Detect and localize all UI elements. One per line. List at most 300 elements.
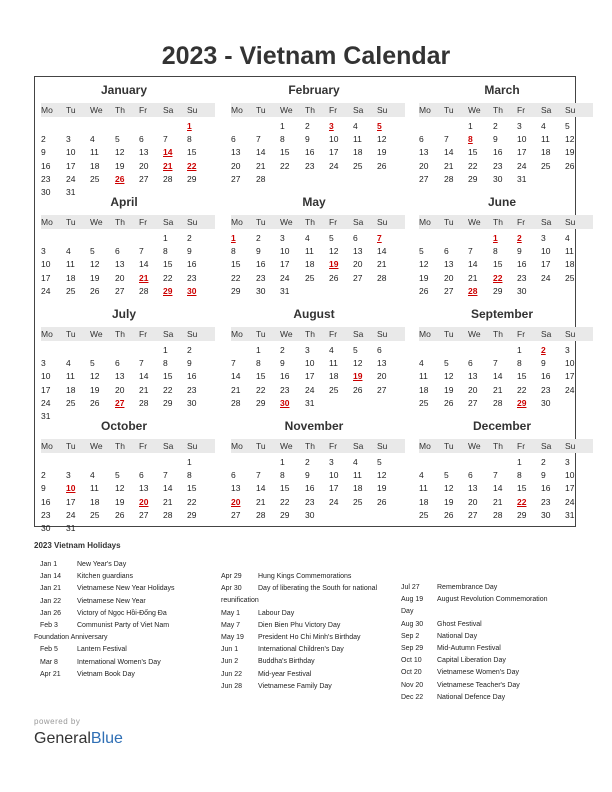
day-cell: 9 xyxy=(41,147,46,158)
weekday-label: Sa xyxy=(353,441,364,451)
day-cell: 22 xyxy=(163,272,173,283)
day-cell: 21 xyxy=(256,160,266,171)
day-cell: 13 xyxy=(353,246,363,257)
day-cell: 6 xyxy=(419,134,424,145)
day-cell: 9 xyxy=(187,358,192,369)
month-name: July xyxy=(111,307,136,321)
day-cell: 21 xyxy=(493,384,503,395)
day-cell: 17 xyxy=(66,160,76,171)
day-cell: 8 xyxy=(280,470,285,481)
weekday-header xyxy=(419,215,593,229)
weekday-header xyxy=(41,327,215,341)
holiday-name: Hung Kings Commemorations xyxy=(258,573,352,580)
day-cell: 25 xyxy=(305,272,315,283)
holiday-name: Lantern Festival xyxy=(77,646,127,654)
holiday-date: Jan 26 xyxy=(40,609,62,617)
holiday-name: Vietnamese New Year xyxy=(77,597,146,605)
day-cell: 17 xyxy=(565,483,575,494)
day-cell: 8 xyxy=(163,246,168,257)
weekday-label: Tu xyxy=(256,105,266,115)
weekday-label: Mo xyxy=(41,441,53,451)
day-cell: 1 xyxy=(280,457,285,467)
day-cell: 13 xyxy=(377,358,387,369)
day-cell: 28 xyxy=(493,509,503,520)
day-cell: 24 xyxy=(280,272,290,283)
day-cell: 19 xyxy=(115,160,125,171)
holiday-day-cell: 1 xyxy=(493,233,498,243)
weekday-label: We xyxy=(280,217,293,227)
day-cell: 28 xyxy=(493,397,503,408)
calendar-grid xyxy=(34,76,576,533)
weekday-label: Tu xyxy=(256,441,266,451)
day-cell: 11 xyxy=(66,259,75,270)
holiday-day-cell: 30 xyxy=(187,285,197,296)
day-cell: 28 xyxy=(377,272,387,283)
day-cell: 15 xyxy=(231,259,241,270)
day-cell: 12 xyxy=(419,259,429,270)
holiday-date: Jul 27 xyxy=(401,584,420,591)
day-cell: 15 xyxy=(280,147,290,158)
day-cell: 28 xyxy=(139,285,149,296)
day-cell: 23 xyxy=(541,384,551,395)
weekday-label: Sa xyxy=(541,217,552,227)
day-cell: 10 xyxy=(329,134,339,145)
day-cell: 28 xyxy=(163,509,173,520)
day-cell: 12 xyxy=(115,483,125,494)
weekday-label: Tu xyxy=(256,329,266,339)
month-name: February xyxy=(288,83,340,97)
weekday-label: Mo xyxy=(41,105,53,115)
day-cell: 22 xyxy=(280,160,290,171)
day-cell: 25 xyxy=(90,173,100,184)
day-cell: 16 xyxy=(305,147,315,158)
day-cell: 3 xyxy=(565,345,570,355)
weekday-label: Su xyxy=(565,105,576,115)
day-cell: 15 xyxy=(163,371,173,382)
day-cell: 19 xyxy=(115,496,125,507)
weekday-header xyxy=(419,439,593,453)
holiday-name: Remembrance Day xyxy=(437,584,498,591)
day-cell: 21 xyxy=(468,272,478,283)
holiday-name: International Children's Day xyxy=(258,646,344,654)
weekday-header xyxy=(41,103,215,117)
day-cell: 29 xyxy=(256,397,266,408)
day-cell: 10 xyxy=(41,259,51,270)
day-cell: 25 xyxy=(565,272,575,283)
day-cell: 15 xyxy=(468,147,478,158)
weekday-label: Su xyxy=(565,329,576,339)
day-cell: 18 xyxy=(66,384,76,395)
day-cell: 3 xyxy=(280,233,285,243)
day-cell: 10 xyxy=(541,246,551,257)
day-cell: 4 xyxy=(565,233,570,243)
weekday-label: Su xyxy=(377,441,388,451)
day-cell: 12 xyxy=(444,371,454,382)
day-cell: 17 xyxy=(329,147,339,158)
holiday-name-continued: reunification xyxy=(221,597,259,605)
weekday-label: We xyxy=(468,441,481,451)
weekday-label: Tu xyxy=(66,217,76,227)
day-cell: 25 xyxy=(90,509,100,520)
day-cell: 21 xyxy=(231,384,241,395)
day-cell: 4 xyxy=(353,121,358,131)
holiday-name: New Year's Day xyxy=(77,561,127,568)
holiday-name-continued: Foundation Anniversary xyxy=(34,634,108,642)
day-cell: 5 xyxy=(565,121,570,131)
weekday-label: Tu xyxy=(444,441,454,451)
holiday-date: Sep 2 xyxy=(401,632,420,640)
holiday-day-cell: 2 xyxy=(517,233,522,243)
day-cell: 8 xyxy=(280,134,285,145)
holiday-day-cell: 27 xyxy=(115,397,125,408)
day-cell: 18 xyxy=(565,259,575,270)
day-cell: 8 xyxy=(517,470,522,481)
day-cell: 6 xyxy=(353,233,358,243)
day-cell: 7 xyxy=(493,358,498,369)
day-cell: 5 xyxy=(377,457,382,467)
holiday-day-cell: 19 xyxy=(353,371,363,382)
holiday-name: Capital Liberation Day xyxy=(437,657,506,665)
weekday-label: Sa xyxy=(353,217,364,227)
day-cell: 26 xyxy=(444,397,454,408)
day-cell: 25 xyxy=(419,397,429,408)
day-cell: 13 xyxy=(468,483,478,494)
day-cell: 8 xyxy=(517,358,522,369)
day-cell: 13 xyxy=(139,483,149,494)
weekday-label: Fr xyxy=(517,217,526,227)
holiday-date: Jun 2 xyxy=(221,658,239,666)
holiday-name: President Ho Chi Minh's Birthday xyxy=(258,633,361,641)
day-cell: 15 xyxy=(517,483,527,494)
day-cell: 1 xyxy=(468,121,473,131)
weekday-label: Fr xyxy=(517,441,526,451)
day-cell: 11 xyxy=(329,358,338,369)
day-cell: 10 xyxy=(517,134,527,145)
holiday-date: Apr 29 xyxy=(221,573,242,580)
day-cell: 26 xyxy=(90,285,100,296)
holiday-day-cell: 29 xyxy=(517,397,527,408)
day-cell: 7 xyxy=(139,246,144,257)
day-cell: 30 xyxy=(41,187,51,197)
holiday-day-cell: 7 xyxy=(377,233,382,243)
day-cell: 25 xyxy=(353,160,363,171)
holiday-day-cell: 26 xyxy=(115,173,125,184)
day-cell: 19 xyxy=(90,384,100,395)
day-cell: 27 xyxy=(139,509,149,520)
day-cell: 21 xyxy=(256,496,266,507)
day-cell: 18 xyxy=(419,384,429,395)
day-cell: 29 xyxy=(163,397,173,408)
day-cell: 23 xyxy=(280,384,290,395)
day-cell: 13 xyxy=(231,147,241,158)
day-cell: 25 xyxy=(541,160,551,171)
day-cell: 12 xyxy=(329,246,339,257)
holiday-date: Aug 19 xyxy=(401,596,424,604)
day-cell: 10 xyxy=(565,358,575,369)
weekday-label: Mo xyxy=(41,329,53,339)
day-cell: 23 xyxy=(493,160,503,171)
month-name: June xyxy=(487,195,516,209)
day-cell: 2 xyxy=(305,457,310,467)
day-cell: 14 xyxy=(256,147,266,158)
day-cell: 15 xyxy=(163,259,173,270)
weekday-label: We xyxy=(280,441,293,451)
day-cell: 23 xyxy=(517,272,527,283)
day-cell: 13 xyxy=(468,371,478,382)
day-cell: 18 xyxy=(419,496,429,507)
holiday-day-cell: 2 xyxy=(541,345,546,355)
day-cell: 5 xyxy=(329,233,334,243)
day-cell: 15 xyxy=(187,147,197,158)
day-cell: 18 xyxy=(353,147,363,158)
holiday-date: Feb 5 xyxy=(40,646,58,654)
weekday-label: Su xyxy=(565,441,576,451)
holiday-date: Sep 29 xyxy=(401,644,424,652)
day-cell: 13 xyxy=(139,147,149,158)
day-cell: 2 xyxy=(541,457,546,467)
holiday-name: Day of liberating the South for national xyxy=(258,585,378,593)
day-cell: 22 xyxy=(256,384,266,395)
day-cell: 21 xyxy=(139,384,149,395)
weekday-header xyxy=(231,439,405,453)
weekday-label: Th xyxy=(493,217,503,227)
day-cell: 2 xyxy=(493,121,498,131)
day-cell: 21 xyxy=(377,259,387,270)
day-cell: 7 xyxy=(163,134,168,145)
weekday-label: Fr xyxy=(139,441,148,451)
holiday-date: Jun 1 xyxy=(221,646,239,654)
day-cell: 18 xyxy=(329,371,339,382)
holiday-date: May 19 xyxy=(221,633,244,641)
day-cell: 12 xyxy=(353,358,363,369)
day-cell: 11 xyxy=(541,134,550,145)
weekday-label: Tu xyxy=(256,217,266,227)
day-cell: 18 xyxy=(541,147,551,158)
holiday-date: Oct 20 xyxy=(401,669,422,677)
day-cell: 23 xyxy=(41,509,51,520)
holiday-date: Jan 22 xyxy=(40,597,62,605)
day-cell: 14 xyxy=(377,246,387,257)
day-cell: 29 xyxy=(231,285,241,296)
holiday-date: May 7 xyxy=(221,621,241,629)
day-cell: 13 xyxy=(115,371,125,382)
day-cell: 30 xyxy=(541,397,551,408)
day-cell: 14 xyxy=(139,259,149,270)
day-cell: 29 xyxy=(493,285,503,296)
weekday-label: Su xyxy=(187,217,198,227)
day-cell: 14 xyxy=(231,371,241,382)
day-cell: 6 xyxy=(115,246,120,257)
day-cell: 16 xyxy=(41,160,51,171)
weekday-label: Su xyxy=(565,217,576,227)
day-cell: 2 xyxy=(256,233,261,243)
day-cell: 25 xyxy=(66,397,76,408)
weekday-label: We xyxy=(90,105,103,115)
day-cell: 24 xyxy=(517,160,527,171)
day-cell: 11 xyxy=(565,246,574,257)
day-cell: 7 xyxy=(468,246,473,257)
day-cell: 12 xyxy=(565,134,575,145)
weekday-label: Mo xyxy=(231,105,243,115)
weekday-header xyxy=(419,103,593,117)
day-cell: 21 xyxy=(493,496,503,507)
day-cell: 3 xyxy=(329,457,334,467)
day-cell: 23 xyxy=(541,496,551,507)
weekday-label: Sa xyxy=(541,105,552,115)
day-cell: 16 xyxy=(41,496,51,507)
weekday-label: Su xyxy=(377,105,388,115)
weekday-label: Mo xyxy=(41,217,53,227)
holiday-day-cell: 30 xyxy=(280,397,290,408)
day-cell: 20 xyxy=(231,160,241,171)
day-cell: 24 xyxy=(541,272,551,283)
month-name: May xyxy=(302,195,326,209)
day-cell: 14 xyxy=(139,371,149,382)
holiday-date: Jan 1 xyxy=(40,561,58,568)
day-cell: 6 xyxy=(139,470,144,481)
weekday-label: Mo xyxy=(231,441,243,451)
weekday-header xyxy=(419,327,593,341)
day-cell: 18 xyxy=(90,160,100,171)
day-cell: 2 xyxy=(187,233,192,243)
day-cell: 20 xyxy=(139,160,149,171)
weekday-label: Fr xyxy=(139,217,148,227)
day-cell: 9 xyxy=(493,134,498,145)
day-cell: 11 xyxy=(353,134,362,145)
day-cell: 8 xyxy=(163,358,168,369)
weekday-label: Sa xyxy=(163,329,174,339)
weekday-label: Fr xyxy=(329,441,338,451)
day-cell: 29 xyxy=(187,173,197,184)
day-cell: 5 xyxy=(444,358,449,369)
weekday-header xyxy=(231,327,405,341)
day-cell: 28 xyxy=(444,173,454,184)
day-cell: 22 xyxy=(517,384,527,395)
day-cell: 6 xyxy=(468,358,473,369)
weekday-label: Su xyxy=(187,329,198,339)
day-cell: 9 xyxy=(541,358,546,369)
day-cell: 31 xyxy=(41,411,51,421)
holiday-date: Jun 22 xyxy=(221,670,243,678)
day-cell: 30 xyxy=(41,523,51,533)
day-cell: 10 xyxy=(565,470,575,481)
day-cell: 13 xyxy=(231,483,241,494)
day-cell: 28 xyxy=(256,509,266,520)
day-cell: 17 xyxy=(541,259,551,270)
day-cell: 17 xyxy=(305,371,315,382)
day-cell: 18 xyxy=(66,272,76,283)
day-cell: 8 xyxy=(187,470,192,481)
day-cell: 3 xyxy=(517,121,522,131)
holiday-date: Jun 28 xyxy=(221,682,243,690)
weekday-label: Fr xyxy=(517,105,526,115)
weekday-label: Mo xyxy=(419,217,431,227)
day-cell: 9 xyxy=(541,470,546,481)
weekday-label: Su xyxy=(187,105,198,115)
day-cell: 14 xyxy=(444,147,454,158)
day-cell: 3 xyxy=(565,457,570,467)
holiday-day-cell: 29 xyxy=(163,285,173,296)
day-cell: 20 xyxy=(468,384,478,395)
day-cell: 23 xyxy=(187,384,197,395)
holiday-name: National Day xyxy=(437,632,478,640)
day-cell: 17 xyxy=(41,272,51,283)
holiday-name: Vietnamese New Year Holidays xyxy=(77,585,175,593)
weekday-header xyxy=(231,103,405,117)
day-cell: 16 xyxy=(541,371,551,382)
day-cell: 19 xyxy=(90,272,100,283)
day-cell: 26 xyxy=(565,160,575,171)
holiday-date: Dec 22 xyxy=(401,693,424,701)
weekday-label: Th xyxy=(115,105,125,115)
day-cell: 25 xyxy=(419,509,429,520)
day-cell: 4 xyxy=(541,121,546,131)
day-cell: 6 xyxy=(115,358,120,369)
day-cell: 26 xyxy=(377,496,387,507)
day-cell: 29 xyxy=(517,509,527,520)
day-cell: 25 xyxy=(66,285,76,296)
day-cell: 1 xyxy=(163,233,168,243)
powered-by-text: powered by xyxy=(34,717,81,726)
day-cell: 10 xyxy=(280,246,290,257)
day-cell: 16 xyxy=(187,371,197,382)
day-cell: 31 xyxy=(517,173,527,184)
day-cell: 30 xyxy=(517,285,527,296)
holiday-day-cell: 22 xyxy=(517,496,527,507)
day-cell: 2 xyxy=(41,470,46,481)
holiday-name: Labour Day xyxy=(258,609,295,617)
day-cell: 10 xyxy=(41,371,51,382)
day-cell: 26 xyxy=(444,509,454,520)
weekday-label: Fr xyxy=(329,105,338,115)
day-cell: 8 xyxy=(187,134,192,145)
day-cell: 14 xyxy=(256,483,266,494)
weekday-label: Su xyxy=(187,441,198,451)
day-cell: 26 xyxy=(115,509,125,520)
day-cell: 24 xyxy=(329,496,339,507)
day-cell: 13 xyxy=(444,259,454,270)
day-cell: 5 xyxy=(90,246,95,257)
month-name: April xyxy=(110,195,138,209)
day-cell: 1 xyxy=(163,345,168,355)
day-cell: 4 xyxy=(66,246,71,257)
day-cell: 4 xyxy=(329,345,334,355)
holiday-name: Ghost Festival xyxy=(437,620,482,628)
weekday-label: Th xyxy=(493,105,503,115)
day-cell: 30 xyxy=(493,173,503,184)
holiday-name: International Women's Day xyxy=(77,658,161,666)
weekday-label: Fr xyxy=(329,217,338,227)
generalblue-logo[interactable] xyxy=(34,730,123,748)
day-cell: 22 xyxy=(187,496,197,507)
weekday-label: We xyxy=(280,105,293,115)
weekday-label: Th xyxy=(493,441,503,451)
holiday-name: Vietnamese Family Day xyxy=(258,682,332,690)
day-cell: 23 xyxy=(187,272,197,283)
day-cell: 20 xyxy=(115,384,125,395)
weekday-label: Sa xyxy=(163,441,174,451)
day-cell: 6 xyxy=(468,470,473,481)
day-cell: 16 xyxy=(541,483,551,494)
day-cell: 14 xyxy=(493,371,503,382)
day-cell: 5 xyxy=(115,134,120,145)
day-cell: 24 xyxy=(565,384,575,395)
holiday-day-cell: 1 xyxy=(187,121,192,131)
day-cell: 6 xyxy=(377,345,382,355)
day-cell: 25 xyxy=(329,384,339,395)
day-cell: 11 xyxy=(419,371,428,382)
day-cell: 7 xyxy=(231,358,236,369)
